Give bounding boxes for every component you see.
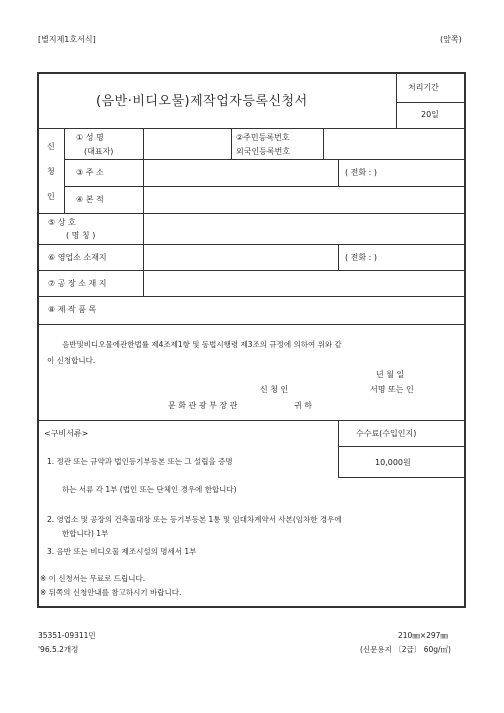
address-field[interactable] (144, 160, 337, 185)
document-item: 한합니다) 1부 (62, 529, 109, 538)
id-label: ②주민등록번호 (236, 133, 290, 142)
fee-label: 수수료(수입인지) (356, 429, 417, 438)
form-code: 35351-09311민 (38, 631, 96, 640)
applicant-char: 청 (47, 167, 55, 176)
form-number: [별지제1호서식] (38, 35, 96, 44)
paper-type: (신문용지 〔2급〕 60g/㎡) (360, 645, 451, 654)
id-field[interactable] (324, 129, 464, 158)
col-line (64, 128, 65, 213)
business-phone-field[interactable]: ( 전화 : ) (345, 253, 378, 262)
applicant-char: 인 (47, 192, 55, 201)
honorific: 귀 하 (294, 401, 312, 410)
products-field[interactable] (144, 297, 464, 323)
documents-heading: <구비서류> (44, 429, 89, 438)
applicant-char: 신 (47, 142, 55, 151)
addressee: 문 화 관 광 부 장 관 (168, 401, 238, 410)
row-line (38, 324, 465, 325)
date-line[interactable]: 년 월 일 (376, 370, 405, 379)
note: ※ 뒤쪽의 신청안내를 참고하시기 바랍니다. (40, 588, 182, 597)
name-field[interactable] (144, 129, 230, 158)
col-line (231, 128, 232, 159)
domicile-field[interactable] (144, 187, 464, 212)
document-item: 1. 정관 또는 규약과 법인등기부등본 또는 그 설립을 증명 (47, 457, 233, 466)
frame-top (37, 72, 466, 74)
title-divider (396, 73, 397, 128)
document-item: 3. 음반 또는 비디오물 제조시설의 명세서 1부 (47, 547, 197, 556)
revision-date: '96.5.2개정 (38, 645, 79, 654)
business-address-field[interactable] (144, 245, 337, 269)
declaration-text-1: 음반및비디오물에관한법률 제4조제1항 및 동법시행령 제3조의 규정에 의하여 위와 같 (62, 340, 342, 349)
name-label: ① 성 명 (76, 133, 104, 142)
note: ※ 이 신청서는 무료로 드립니다. (40, 574, 146, 583)
trade-name-label: ⑤ 상 호 (48, 218, 76, 227)
page-side: (앞쪽) (440, 35, 462, 44)
trade-name-field[interactable] (144, 214, 464, 243)
processing-label: 처리기간 (408, 83, 439, 92)
business-address-label: ⑥ 영업소 소재지 (48, 253, 107, 262)
frame-bottom (37, 606, 466, 608)
address-label: ③ 주 소 (76, 168, 104, 177)
row-line (38, 420, 465, 421)
document-item: 하는 서류 각 1부 (법인 또는 단체인 경우에 한합니다) (62, 485, 237, 494)
processing-days: 20일 (421, 110, 439, 119)
signature-label[interactable]: 서명 또는 인 (370, 385, 414, 394)
domicile-label: ④ 본 적 (76, 195, 104, 204)
fee-value: 10,000원 (375, 458, 411, 467)
products-label: ⑧ 제 작 품 목 (48, 305, 97, 314)
col-line (338, 420, 339, 477)
foreign-id-label: 외국인등록번호 (236, 147, 291, 156)
frame-left (37, 72, 39, 608)
col-line (338, 244, 339, 270)
document-item: 2. 영업소 및 공장의 건축물대장 또는 등기부등본 1통 및 임대차계약서 사본(임차한 경우에 (47, 515, 342, 524)
col-line (338, 159, 339, 186)
paper-size: 210㎜×297㎜ (398, 631, 448, 640)
factory-address-label: ⑦ 공 장 소 재 지 (48, 279, 107, 288)
name-sub-label: (대표자) (84, 147, 114, 156)
form-title: (음반·비디오물)제작업자등록신청서 (96, 94, 308, 109)
phone-field[interactable]: ( 전화 : ) (345, 168, 378, 177)
fee-row-line (338, 446, 465, 447)
frame-right (464, 72, 466, 608)
factory-address-field[interactable] (144, 271, 464, 295)
fee-row-line (338, 477, 465, 478)
trade-name-sub: ( 명 칭 ) (66, 231, 96, 240)
applicant-label: 신 청 인 (260, 385, 289, 394)
declaration-text-2: 이 신청합니다. (47, 356, 96, 365)
processing-divider (396, 102, 464, 103)
